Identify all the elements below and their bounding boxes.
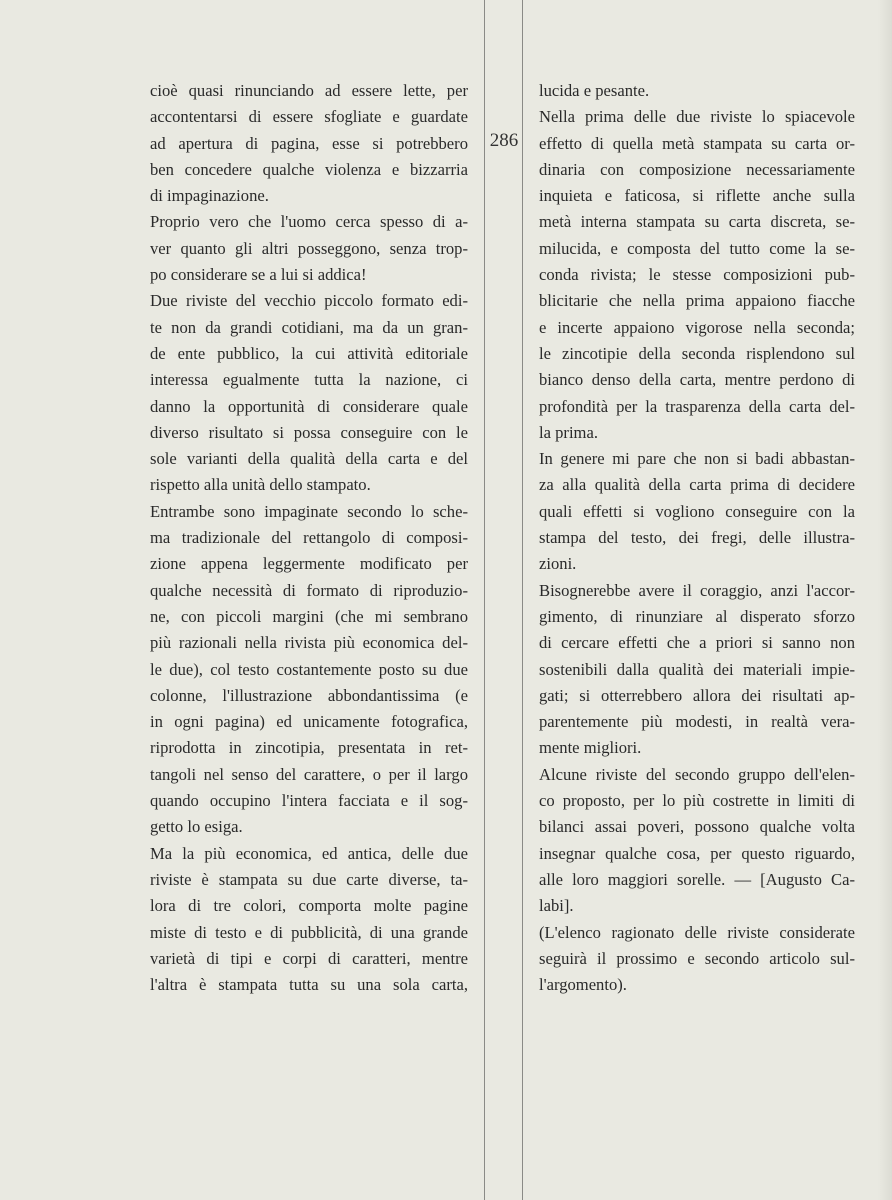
text-line: ad apertura di pagina, esse si potrebbero: [150, 133, 468, 153]
text-line: di impaginazione.: [150, 186, 269, 206]
text-line: za alla qualità della carta prima di decidere: [539, 475, 855, 495]
paragraph: [539, 78, 855, 104]
text-line: colonne, l'illustrazione abbondantissima (e: [150, 685, 468, 705]
paragraph: [539, 578, 855, 762]
text-line: te non da grandi cotidiani, ma da un gran-: [150, 317, 468, 337]
text-line: sole varianti della qualità della carta e del: [150, 449, 468, 469]
text-line: varietà di tipi e corpi di caratteri, mentre: [150, 948, 468, 968]
text-line: ben concedere qualche violenza e bizzarria: [150, 159, 468, 179]
text-line: Alcune riviste del secondo gruppo dell'elen-: [539, 764, 855, 784]
text-line: tangoli nel senso del carattere, o per il largo: [150, 764, 468, 784]
text-line: ne, con piccoli margini (che mi sembrano: [150, 606, 468, 626]
text-line: diverso risultato si possa conseguire con le: [150, 422, 468, 442]
text-line: zione appena leggermente modificato per: [150, 554, 468, 574]
text-line: co proposto, per lo più costrette in limiti di: [539, 791, 855, 811]
page-number: 286: [489, 130, 519, 151]
text-line: miste di testo e di pubblicità, di una grande: [150, 922, 468, 942]
text-line: labi].: [539, 896, 574, 916]
text-line: quando occupino l'intera facciata e il sog-: [150, 791, 468, 811]
text-line: sostenibili dalla qualità dei materiali impie-: [539, 659, 855, 679]
text-line: alle loro maggiori sorelle. — [Augusto Ca-: [539, 869, 855, 889]
text-line: gimento, di rinunziare al disperato sforzo: [539, 606, 855, 626]
text-line: effetto di quella metà stampata su carta or-: [539, 133, 855, 153]
text-line: cioè quasi rinunciando ad essere lette, per: [150, 81, 468, 100]
right-text-column: [539, 78, 855, 998]
text-line: e incerte appaiono vigorose nella seconda;: [539, 317, 855, 337]
text-line: accontentarsi di essere sfogliate e guardate: [150, 107, 468, 127]
text-line: interessa egualmente tutta la nazione, ci: [150, 370, 468, 390]
text-line: po considerare se a lui si addica!: [150, 265, 367, 285]
text-line: danno la opportunità di considerare quale: [150, 396, 468, 416]
text-line: l'altra è stampata tutta su una sola carta,: [150, 975, 468, 995]
column-divider-left: [484, 0, 485, 1200]
text-line: getto lo esiga.: [150, 817, 243, 837]
text-line: seguirà il prossimo e secondo articolo sul-: [539, 948, 855, 968]
text-line: Nella prima delle due riviste lo spiacevole: [539, 107, 855, 127]
text-line: In genere mi pare che non si badi abbastan-: [539, 449, 855, 469]
text-line: ma tradizionale del rettangolo di composi-: [150, 528, 468, 548]
text-line: blicitarie che nella prima appaiono fiacche: [539, 291, 855, 311]
text-line: Ma la più economica, ed antica, delle due: [150, 843, 468, 863]
text-line: Entrambe sono impaginate secondo lo sche-: [150, 501, 468, 521]
column-divider-right: [522, 0, 523, 1200]
text-line: qualche necessità di formato di riproduzio-: [150, 580, 468, 600]
paragraph: [539, 762, 855, 920]
text-line: milucida, e composta del tutto come la se-: [539, 238, 855, 258]
text-line: quali effetti si vogliono conseguire con la: [539, 501, 855, 521]
text-line: lucida e pesante.: [539, 81, 650, 100]
text-line: riviste è stampata su due carte diverse, ta-: [150, 869, 468, 889]
text-line: Bisognerebbe avere il coraggio, anzi l'accor-: [539, 580, 855, 600]
text-line: gati; si otterrebbero allora dei risultati ap-: [539, 685, 855, 705]
text-line: Proprio vero che l'uomo cerca spesso di a-: [150, 212, 468, 232]
text-line: conda rivista; le stesse composizioni pub-: [539, 265, 855, 285]
paragraph: [150, 288, 468, 498]
paragraph: [150, 78, 468, 209]
paragraph: [539, 104, 855, 446]
text-line: metà interna stampata su carta discreta, se-: [539, 212, 855, 232]
text-line: Due riviste del vecchio piccolo formato edi-: [150, 291, 468, 311]
text-line: le zincotipie della seconda risplendono sul: [539, 343, 855, 363]
text-line: dinaria con composizione necessariamente: [539, 159, 855, 179]
text-line: stampa del testo, dei fregi, delle illustra-: [539, 528, 855, 548]
text-line: lora di tre colori, comporta molte pagine: [150, 896, 468, 916]
paragraph: [150, 209, 468, 288]
text-line: bilanci assai poveri, possono qualche volta: [539, 817, 855, 837]
text-line: in ogni pagina) ed unicamente fotografica,: [150, 712, 468, 732]
text-line: l'argomento).: [539, 975, 627, 995]
paragraph: [150, 841, 468, 999]
text-line: le due), col testo costantemente posto su due: [150, 659, 468, 679]
left-text-column: [150, 78, 468, 998]
text-line: più razionali nella rivista più economica del-: [150, 633, 468, 653]
page-edge-shadow: [878, 0, 892, 1200]
text-line: inquieta e faticosa, si riflette anche sulla: [539, 186, 855, 206]
text-line: (L'elenco ragionato delle riviste considerate: [539, 922, 855, 942]
text-line: mente migliori.: [539, 738, 642, 758]
text-line: riprodotta in zincotipia, presentata in ret-: [150, 738, 468, 758]
text-line: bianco denso della carta, mentre perdono di: [539, 370, 855, 390]
text-line: di cercare effetti che a priori si sanno non: [539, 633, 855, 653]
text-line: de ente pubblico, la cui attività editoriale: [150, 343, 468, 363]
paragraph: [150, 499, 468, 841]
text-line: insegnar qualche cosa, per questo riguardo,: [539, 843, 855, 863]
text-line: profondità per la trasparenza della carta del-: [539, 396, 855, 416]
paragraph: [539, 446, 855, 577]
text-line: zioni.: [539, 554, 577, 574]
text-line: parentemente più modesti, in realtà vera-: [539, 712, 855, 732]
text-line: ver quanto gli altri posseggono, senza trop-: [150, 238, 468, 258]
text-line: la prima.: [539, 422, 598, 442]
text-line: rispetto alla unità dello stampato.: [150, 475, 371, 495]
paragraph: [539, 920, 855, 999]
